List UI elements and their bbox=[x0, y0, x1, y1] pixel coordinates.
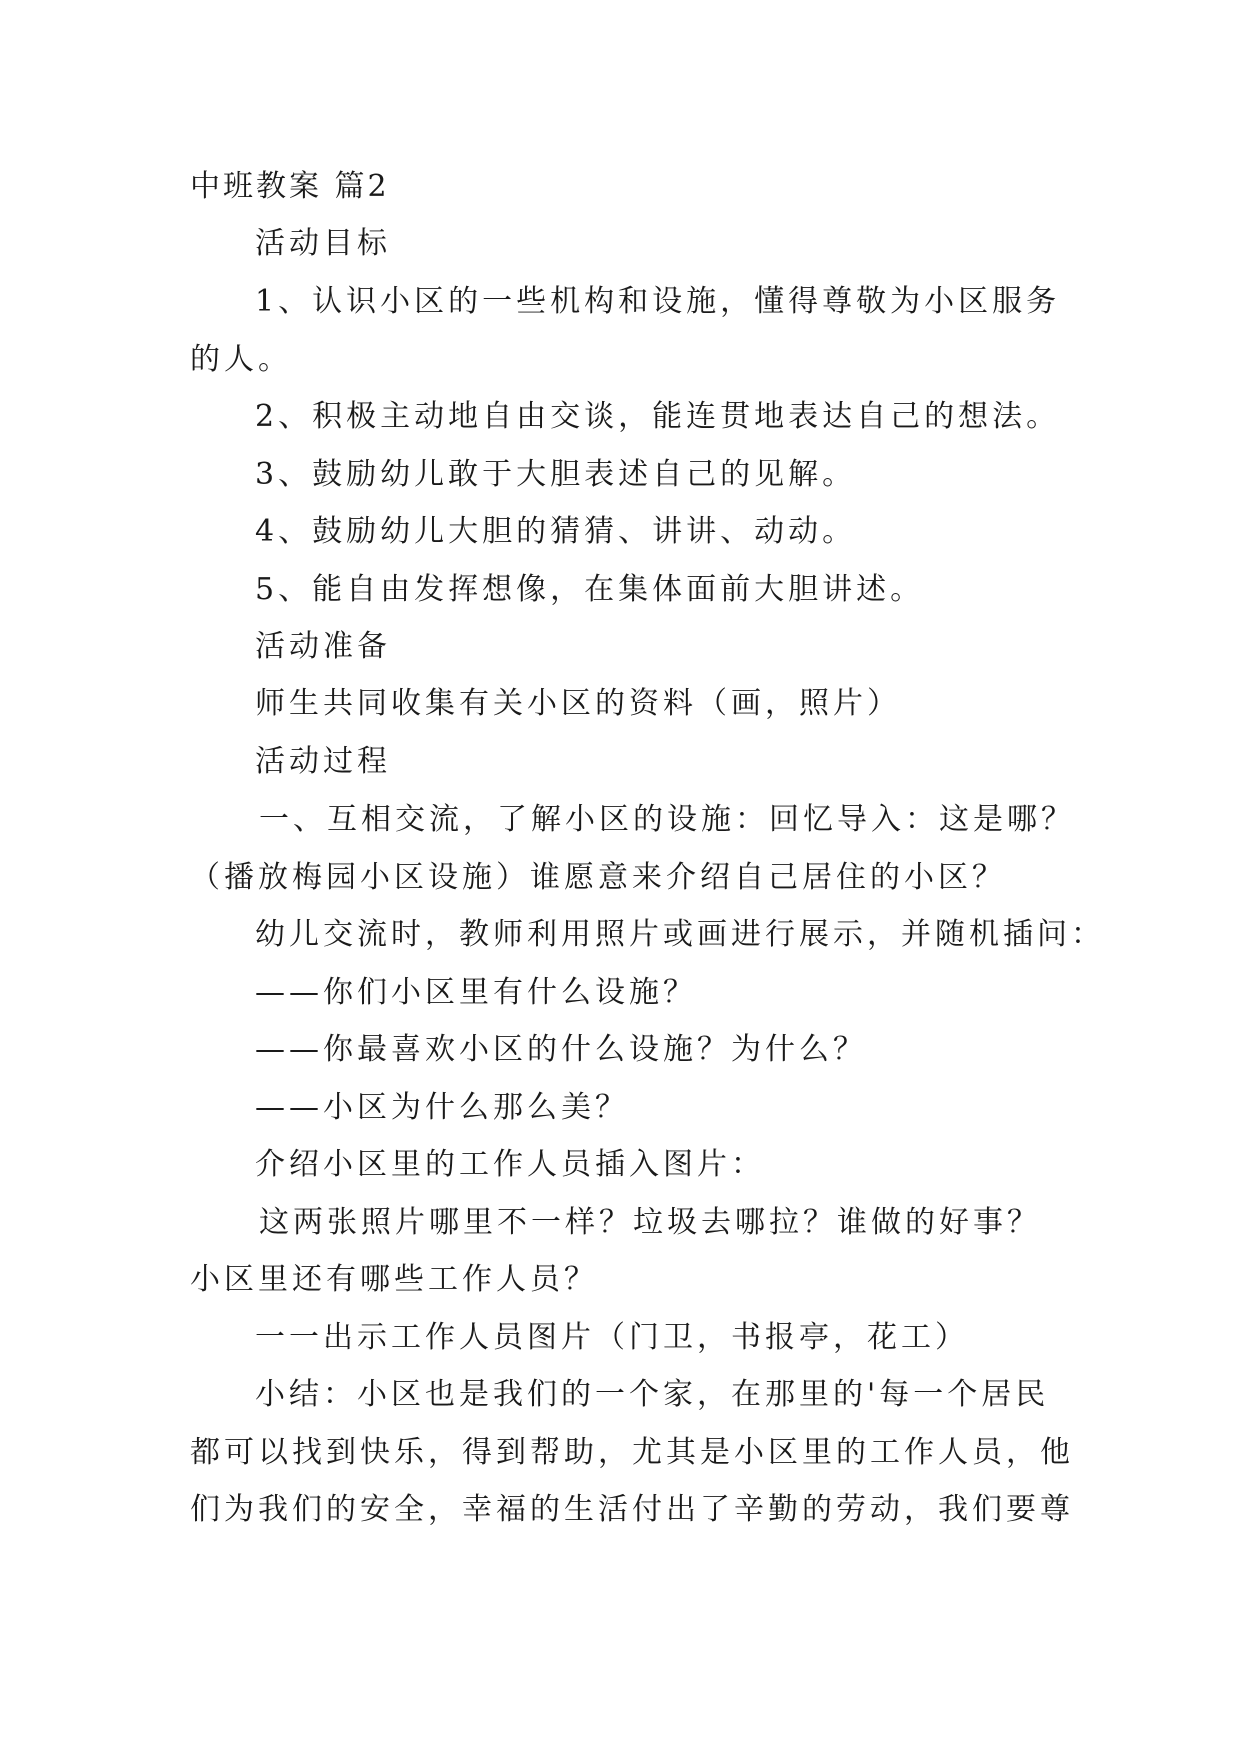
paragraph-line: ——小区为什么那么美？ bbox=[255, 1090, 629, 1125]
paragraph-line: 的人。 bbox=[190, 342, 292, 377]
paragraph-line: 4、鼓励幼儿大胆的猜猜、讲讲、动动。 bbox=[255, 514, 857, 549]
paragraph-line: 幼儿交流时，教师利用照片或画进行展示，并随机插问： bbox=[255, 917, 1105, 952]
paragraph-line: 2、积极主动地自由交谈，能连贯地表达自己的想法。 bbox=[255, 399, 1061, 434]
paragraph-line: 5、能自由发挥想像，在集体面前大胆讲述。 bbox=[255, 572, 925, 607]
document-title: 中班教案 篇2 bbox=[190, 169, 390, 204]
paragraph-line: 小结：小区也是我们的一个家，在那里的'每一个居民 bbox=[255, 1377, 1050, 1412]
paragraph-line: 师生共同收集有关小区的资料（画，照片） bbox=[255, 686, 901, 721]
section-heading-preparation: 活动准备 bbox=[255, 629, 391, 664]
paragraph-line: 介绍小区里的工作人员插入图片： bbox=[255, 1147, 765, 1182]
paragraph-line: 一一出示工作人员图片（门卫，书报亭，花工） bbox=[255, 1320, 969, 1355]
paragraph-line: 都可以找到快乐，得到帮助，尤其是小区里的工作人员，他 bbox=[190, 1435, 1074, 1470]
paragraph-line: 小区里还有哪些工作人员？ bbox=[190, 1262, 598, 1297]
paragraph-line: 们为我们的安全，幸福的生活付出了辛勤的劳动，我们要尊 bbox=[190, 1492, 1074, 1527]
section-heading-process: 活动过程 bbox=[255, 744, 391, 779]
paragraph-line: 这两张照片哪里不一样？垃圾去哪拉？谁做的好事？ bbox=[259, 1205, 1041, 1240]
section-heading-goals: 活动目标 bbox=[255, 226, 391, 261]
paragraph-line: 1、认识小区的一些机构和设施，懂得尊敬为小区服务 bbox=[255, 284, 1061, 319]
paragraph-line: ——你们小区里有什么设施？ bbox=[255, 975, 697, 1010]
paragraph-line: 一、互相交流，了解小区的设施：回忆导入：这是哪？ bbox=[259, 802, 1075, 837]
paragraph-line: 3、鼓励幼儿敢于大胆表述自己的见解。 bbox=[255, 457, 857, 492]
paragraph-line: （播放梅园小区设施）谁愿意来介绍自己居住的小区？ bbox=[190, 860, 1006, 895]
paragraph-line: ——你最喜欢小区的什么设施？为什么？ bbox=[255, 1032, 867, 1067]
